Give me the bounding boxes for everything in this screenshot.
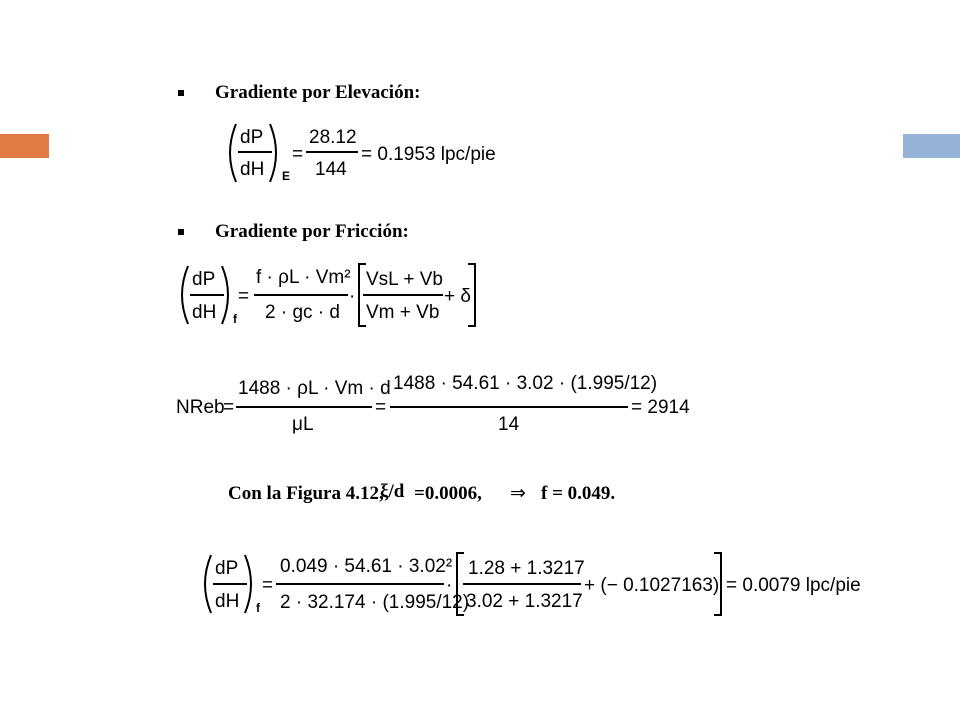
heading-friction: Gradiente por Fricción:: [215, 221, 409, 242]
lhs-numerator: dP: [192, 269, 216, 290]
lhs-numerator: dP: [240, 127, 264, 148]
bracket-denominator: Vm + Vb: [366, 302, 440, 323]
numerator: f · ρL · Vm²: [256, 267, 351, 288]
numerator: 28.12: [309, 127, 357, 148]
bracket-numerator: VsL + Vb: [366, 269, 443, 290]
bracket-tail: + (− 0.1027163): [584, 575, 720, 596]
equals-sign: =: [292, 144, 304, 165]
bracket-numerator: 1.28 + 1.3217: [468, 558, 585, 579]
dot-operator: ·: [349, 286, 356, 307]
result: = 2914: [631, 397, 690, 418]
lhs-subscript: f: [256, 601, 260, 615]
heading-elevation: Gradiente por Elevación:: [215, 82, 421, 103]
lhs-denominator: dH: [240, 159, 265, 180]
numerator: 0.049 · 54.61 · 3.02²: [280, 556, 453, 577]
denominator: 2 · 32.174 · (1.995/12): [280, 592, 470, 613]
denominator: 2 · gc · d: [265, 302, 340, 323]
result: = 0.0079 lpc/pie: [726, 575, 861, 596]
right-bracket: [712, 551, 724, 617]
equals-sign: =: [375, 397, 387, 418]
equals-sign: =: [262, 575, 274, 596]
bracket-denominator: 3.02 + 1.3217: [466, 591, 583, 612]
lhs-denominator: dH: [215, 591, 240, 612]
left-paren: [222, 122, 238, 184]
bullet-icon: [178, 90, 184, 96]
accent-bar-right: [903, 134, 960, 158]
dot-operator: ·: [446, 575, 453, 596]
lhs-denominator: dH: [192, 302, 217, 323]
fraction-bar: [190, 294, 224, 296]
bullet-icon: [178, 229, 184, 235]
left-paren: [174, 264, 190, 326]
reynolds-lhs: NReb: [176, 397, 225, 418]
lhs-subscript: f: [233, 312, 237, 326]
fraction-bar: [363, 294, 443, 296]
fraction-bar: [306, 151, 358, 153]
numerator-2: 1488 · 54.61 · 3.02 · (1.995/12): [393, 373, 658, 394]
implies-arrow: ⇒: [510, 483, 526, 504]
fraction-bar: [254, 294, 348, 296]
denominator: 144: [315, 159, 347, 180]
fraction-bar: [213, 583, 247, 585]
xi-over-d: ξ/d: [380, 481, 405, 502]
denominator-1: μL: [292, 414, 314, 435]
equals-sign: =: [223, 397, 235, 418]
denominator-2: 14: [498, 414, 520, 435]
result: = 0.1953 lpc/pie: [361, 144, 496, 165]
equals-sign: =: [238, 286, 250, 307]
numerator-1: 1488 · ρL · Vm · d: [238, 378, 391, 399]
lhs-numerator: dP: [215, 558, 239, 579]
lhs-subscript: E: [282, 169, 291, 183]
fraction-bar: [276, 583, 444, 585]
right-bracket: [466, 262, 478, 328]
bracket-tail: + δ: [444, 286, 471, 307]
ratio-value: =0.0006,: [414, 483, 482, 504]
fraction-bar: [236, 406, 372, 408]
accent-bar-left: [0, 134, 49, 158]
fraction-bar: [390, 406, 628, 408]
fraction-bar: [463, 583, 581, 585]
f-value: f = 0.049.: [541, 483, 616, 504]
note-text: Con la Figura 4.12,: [228, 483, 384, 504]
fraction-bar: [238, 151, 272, 153]
left-paren: [197, 553, 213, 615]
